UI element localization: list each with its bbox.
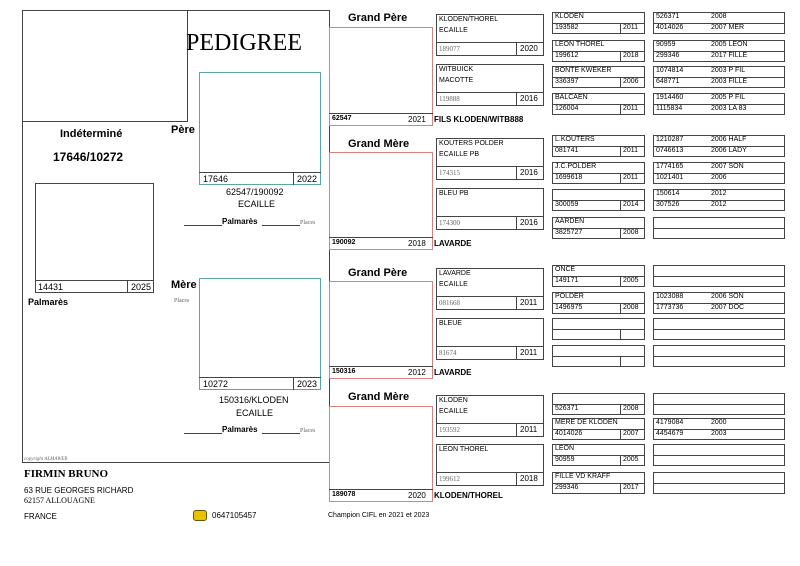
- ancestor-number: 199612: [555, 52, 579, 59]
- gm1-year: 2018: [408, 239, 426, 248]
- gp2-photo-box: [329, 281, 433, 379]
- ggp-split: [516, 42, 517, 56]
- ancestor-split: [620, 77, 621, 88]
- ggp-number: 119888: [439, 95, 460, 103]
- ancestor-split: [620, 200, 621, 211]
- subject-sub-ring: 14431: [38, 282, 64, 292]
- mere-palmares-line2: [262, 433, 300, 434]
- ancestor-year: 2005: [623, 277, 639, 284]
- far-ancestor-d: 2012: [711, 201, 727, 208]
- mere-lineage: 150316/KLODEN: [219, 395, 289, 405]
- ancestor-split: [620, 104, 621, 115]
- ancestor-year: 2011: [623, 147, 639, 154]
- far-ancestor-b: 2012: [711, 190, 727, 197]
- subject-photo-box: [22, 10, 188, 122]
- ggp-line1: BLEUE: [439, 320, 462, 327]
- ancestor-year: 2017: [623, 484, 639, 491]
- far-ancestor-a: 1074814: [656, 67, 684, 74]
- ggp-line2: ECAILLE: [439, 281, 468, 288]
- ancestor-split: [620, 23, 621, 34]
- ancestor-number: 526371: [555, 405, 579, 412]
- ancestor-split: [620, 483, 621, 494]
- mere-ring: 10272: [203, 379, 229, 389]
- ancestor-number: 126004: [555, 105, 579, 112]
- far-ancestor-b: 2005 P FIL: [711, 94, 746, 101]
- ancestor-year: 2008: [623, 304, 639, 311]
- ancestor-number: 90959: [555, 456, 575, 463]
- far-ancestor-d: 2007 MER: [711, 24, 745, 31]
- ancestor-year: 2007: [623, 430, 639, 437]
- ancestor-split: [620, 228, 621, 239]
- ancestor-name: ONCE: [555, 266, 576, 273]
- ggp-number: 174315: [439, 169, 460, 177]
- ggp-year: 2018: [520, 474, 538, 483]
- pere-label: Père: [171, 124, 195, 136]
- ancestor-number: 193582: [555, 24, 579, 31]
- owner-country: FRANCE: [24, 512, 57, 521]
- gm1-photo-box: [329, 152, 433, 250]
- ggp-year: 2016: [520, 94, 538, 103]
- gm1-divider: [329, 237, 433, 238]
- owner-address2: 62157 ALLOUAGNE: [24, 496, 95, 505]
- far-ancestor-b: 2008: [711, 13, 727, 20]
- owner-name: FIRMIN BRUNO: [24, 468, 109, 480]
- ggp-divider: [436, 216, 544, 217]
- ggp-line1: BLEU PB: [439, 190, 469, 197]
- far-ancestor-b: 2006 SON: [711, 293, 744, 300]
- far-ancestor-c: 648771: [656, 78, 680, 85]
- ancestor-split: [620, 455, 621, 466]
- ggp-divider: [436, 166, 544, 167]
- ancestor-split: [620, 429, 621, 440]
- ancestor-split: [620, 404, 621, 415]
- phone-icon: [193, 510, 207, 521]
- far-ancestor-c: 1115834: [656, 105, 683, 112]
- far-ancestor-a: 150614: [656, 190, 680, 197]
- far-ancestor-c: 4454679: [656, 430, 684, 437]
- ancestor-divider: [552, 329, 645, 330]
- subject-sub-year: 2025: [131, 282, 152, 292]
- far-ancestor-d: 2007 DOC: [711, 304, 745, 311]
- gp2-divider: [329, 366, 433, 367]
- far-ancestor-a: 526371: [656, 13, 680, 20]
- ggp-line1: KLODEN/THOREL: [439, 16, 499, 23]
- far-ancestor-divider: [653, 404, 785, 405]
- ggp-split: [516, 472, 517, 486]
- owner-phone: 0647105457: [212, 511, 257, 520]
- ancestor-split: [620, 276, 621, 287]
- ancestor-name: LEON THOREL: [555, 41, 605, 48]
- pere-year: 2022: [297, 174, 318, 184]
- ancestor-year: 2011: [623, 24, 639, 31]
- ggp-year: 2011: [520, 298, 538, 307]
- far-ancestor-divider: [653, 276, 785, 277]
- ancestor-number: 4014026: [555, 430, 583, 437]
- ancestor-name: POLDER: [555, 293, 584, 300]
- gp1-divider: [329, 113, 433, 114]
- far-ancestor-c: 1021401: [656, 174, 684, 181]
- gm1-title: Grand Mère: [348, 138, 410, 150]
- subject-small-divider: [35, 280, 154, 281]
- mere-palmares: Palmarès: [222, 425, 258, 434]
- far-ancestor-b: 2003 P FIL: [711, 67, 746, 74]
- ancestor-year: 2011: [623, 174, 639, 181]
- mere-places: Places: [300, 428, 316, 434]
- pere-places: Places: [300, 220, 316, 226]
- pere-color: ECAILLE: [238, 199, 276, 209]
- ggp-split: [516, 346, 517, 360]
- ggp-number: 81674: [439, 349, 457, 357]
- pere-ring: 17646: [203, 174, 229, 184]
- ggp-line2: MACOTTE: [439, 77, 474, 84]
- pere-lineage: 62547/190092: [226, 187, 284, 197]
- mere-label: Mère: [171, 279, 197, 291]
- ancestor-number: 081741: [555, 147, 579, 154]
- ancestor-year: 2014: [623, 201, 639, 208]
- far-ancestor-d: 2003 LA 83: [711, 105, 747, 112]
- ancestor-split: [620, 329, 621, 340]
- ancestor-split: [620, 173, 621, 184]
- gm2-divider: [329, 489, 433, 490]
- mere-color: ECAILLE: [236, 408, 274, 418]
- ggp-line1: KOUTERS POLDER: [439, 140, 504, 147]
- owner-address1: 63 RUE GEORGES RICHARD: [24, 486, 134, 495]
- ancestor-split: [620, 51, 621, 62]
- ancestor-number: 3825727: [555, 229, 583, 236]
- subject-sex: Indéterminé: [60, 128, 123, 140]
- ggp-number: 189077: [439, 45, 460, 53]
- mere-palmares-line1: [184, 433, 222, 434]
- mere-places-top: Places: [174, 298, 190, 304]
- ggp-divider: [436, 42, 544, 43]
- ancestor-year: 2011: [623, 105, 639, 112]
- ggp-number: 193592: [439, 426, 460, 434]
- gm2-name: KLODEN/THOREL: [434, 491, 503, 500]
- far-ancestor-a: 4179084: [656, 419, 684, 426]
- gp1-title: Grand Père: [348, 12, 408, 24]
- gp1-photo-box: [329, 27, 433, 126]
- ggp-line2: ECAILLE: [439, 27, 468, 34]
- far-ancestor-a: 1914460: [656, 94, 684, 101]
- ggp-number: 174300: [439, 219, 460, 227]
- ancestor-name: MERE DE KLODEN: [555, 419, 618, 426]
- pere-photo-box: [199, 72, 321, 185]
- subject-small-box: [35, 183, 154, 293]
- pere-palmares-line2: [262, 225, 300, 226]
- ancestor-year: 2005: [623, 456, 639, 463]
- ancestor-year: 2006: [623, 78, 639, 85]
- gp1-name: FILS KLODEN/WITB888: [434, 115, 524, 124]
- pere-palmares: Palmarès: [222, 217, 258, 226]
- far-ancestor-b: 2000: [711, 419, 727, 426]
- copyright: copyright ALMAWEB: [24, 457, 68, 462]
- gm1-ring: 190092: [332, 239, 356, 246]
- ggp-split: [516, 92, 517, 106]
- ggp-line1: KLODEN: [439, 397, 468, 404]
- ggp-line1: WITBUICK: [439, 66, 474, 73]
- ggp-line1: LEON THOREL: [439, 446, 489, 453]
- ggp-divider: [436, 472, 544, 473]
- ggp-split: [516, 166, 517, 180]
- ancestor-number: 299346: [555, 484, 579, 491]
- ancestor-split: [620, 356, 621, 367]
- gm2-title: Grand Mère: [348, 391, 410, 403]
- subject-small-split: [127, 280, 128, 293]
- ggp-divider: [436, 296, 544, 297]
- ancestor-number: 1496975: [555, 304, 583, 311]
- far-ancestor-divider: [653, 455, 785, 456]
- ggp-divider: [436, 346, 544, 347]
- ancestor-year: 2018: [623, 52, 639, 59]
- ancestor-year: 2008: [623, 229, 639, 236]
- far-ancestor-divider: [653, 329, 785, 330]
- gm1-name: LAVARDE: [434, 239, 472, 248]
- gm2-photo-box: [329, 406, 433, 502]
- ggp-year: 2020: [520, 44, 538, 53]
- mere-divider: [199, 377, 321, 378]
- far-ancestor-a: 1023088: [656, 293, 684, 300]
- ggp-line2: ECAILLE PB: [439, 151, 480, 158]
- subject-ring: 17646/10272: [53, 150, 124, 164]
- far-ancestor-c: 299346: [656, 52, 680, 59]
- ggp-split: [516, 296, 517, 310]
- far-ancestor-c: 0746613: [656, 147, 684, 154]
- ggp-divider: [436, 92, 544, 93]
- pere-split: [293, 172, 294, 185]
- ancestor-name: AARDEN: [555, 218, 585, 225]
- ancestor-divider: [552, 356, 645, 357]
- far-ancestor-b: 2007 SON: [711, 163, 744, 170]
- ggp-number: 199612: [439, 475, 460, 483]
- mere-photo-box: [199, 278, 321, 390]
- far-ancestor-a: 1210287: [656, 136, 684, 143]
- far-ancestor-b: 2005 LEON: [711, 41, 748, 48]
- ggp-line2: ECAILLE: [439, 408, 468, 415]
- ggp-split: [516, 216, 517, 230]
- far-ancestor-c: 307526: [656, 201, 680, 208]
- subject-palmares: Palmarès: [28, 297, 69, 307]
- far-ancestor-divider: [653, 228, 785, 229]
- ggp-year: 2016: [520, 218, 538, 227]
- pere-palmares-line1: [184, 225, 222, 226]
- far-ancestor-b: 2006 HALF: [711, 136, 747, 143]
- pere-divider: [199, 172, 321, 173]
- ggp-split: [516, 423, 517, 437]
- ancestor-number: 1699618: [555, 174, 583, 181]
- far-ancestor-a: 90959: [656, 41, 676, 48]
- gp2-year: 2012: [408, 368, 426, 377]
- gm2-ring: 189078: [332, 491, 356, 498]
- frame-bottom: [22, 462, 329, 463]
- ancestor-name: LEON: [555, 445, 575, 452]
- far-ancestor-d: 2006 LADY: [711, 147, 747, 154]
- far-ancestor-c: 4014026: [656, 24, 684, 31]
- far-ancestor-divider: [653, 356, 785, 357]
- gp2-title: Grand Père: [348, 267, 408, 279]
- gp2-name: LAVARDE: [434, 368, 472, 377]
- ancestor-name: BALCAEN: [555, 94, 588, 101]
- gm2-year: 2020: [408, 491, 426, 500]
- far-ancestor-divider: [653, 483, 785, 484]
- ancestor-name: BONTE KWEKER: [555, 67, 612, 74]
- ancestor-number: 149171: [555, 277, 579, 284]
- mere-split: [293, 377, 294, 390]
- ggp-line1: LAVARDE: [439, 270, 471, 277]
- ggp-divider: [436, 423, 544, 424]
- page-title: PEDIGREE: [186, 30, 302, 56]
- far-ancestor-d: 2003: [711, 430, 727, 437]
- gp2-ring: 150316: [332, 368, 356, 375]
- ggp-year: 2016: [520, 168, 538, 177]
- far-ancestor-d: 2017 FILLE: [711, 52, 748, 59]
- far-ancestor-d: 2006: [711, 174, 727, 181]
- ggp-year: 2011: [520, 425, 538, 434]
- ancestor-split: [620, 303, 621, 314]
- mere-year: 2023: [297, 379, 318, 389]
- champion-note: Champion CIFL en 2021 et 2023: [328, 512, 430, 519]
- far-ancestor-c: 1773736: [656, 304, 684, 311]
- ancestor-split: [620, 146, 621, 157]
- ggp-number: 081668: [439, 299, 460, 307]
- ancestor-number: 300059: [555, 201, 579, 208]
- far-ancestor-d: 2003 FILLE: [711, 78, 748, 85]
- gp1-ring: 62547: [332, 115, 352, 122]
- far-ancestor-a: 1774165: [656, 163, 684, 170]
- ancestor-name: L.KOUTERS: [555, 136, 595, 143]
- ggp-year: 2011: [520, 348, 538, 357]
- ancestor-year: 2008: [623, 405, 639, 412]
- ancestor-number: 336397: [555, 78, 579, 85]
- ancestor-name: KLODEN: [555, 13, 584, 20]
- ancestor-name: FILLE VD KRAFF: [555, 473, 611, 480]
- ancestor-name: J.C.POLDER: [555, 163, 597, 170]
- gp1-year: 2021: [408, 115, 426, 124]
